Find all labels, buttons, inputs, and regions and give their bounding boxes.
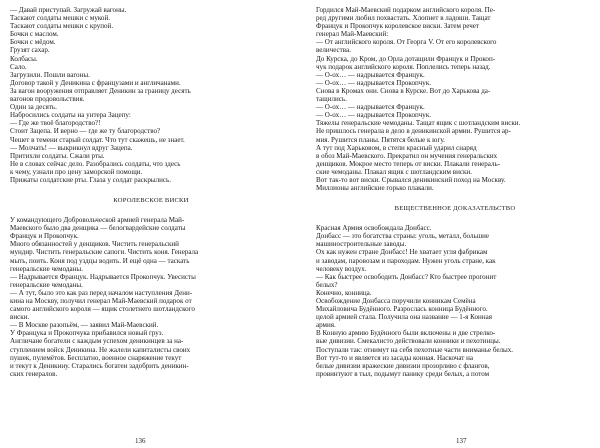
text-line: Красная Армия освобождала Донбасс. — [316, 224, 432, 233]
text-line: Таскают солдаты мешки с крупой. — [10, 22, 114, 31]
text-line: Таскают солдаты мешки с мукой. — [10, 14, 110, 23]
text-line: мия. Рушится планы. Пятятся белые к югу. — [316, 135, 445, 144]
text-line: Стоит Зацепа. И верно — где же ту благородство? — [10, 127, 161, 136]
text-line: машиностроительные заводы. — [316, 240, 407, 249]
text-line: в обоз Май-Маевского. Прекратил он мучения генеральских — [316, 151, 498, 160]
text-line: — Где же твоё благородство?! — [10, 119, 101, 128]
left-page-number: 136 — [135, 437, 146, 445]
right-page — [316, 6, 594, 442]
text-line: вые дивизии. Смекалисто действовали конники и пехотинцы. — [316, 337, 501, 346]
left-block-2 — [10, 216, 292, 378]
text-line: генеральские чемоданы. — [10, 264, 83, 273]
text-line: Притихли солдаты. Сжали рты. — [10, 151, 105, 160]
text-line: Францук и Прокопчук. — [10, 232, 79, 241]
text-line: ред другими любил похвастать. Хлопнет в ладоши. Тащат — [316, 14, 491, 23]
text-line: армия. — [316, 321, 336, 330]
text-line: Грузят сахар. — [10, 46, 50, 55]
text-line: белые дивизии вражеские дивизии прозорливо с флангов, — [316, 361, 490, 370]
text-line: Вот так-то вот виски. Срывался деникинский поход на Москву. — [316, 175, 506, 184]
text-line: Англичане богатели с каждым успехом деникинцев за на- — [10, 337, 184, 346]
text-line: Много обязанностей у денщиков. Чистить генеральский — [10, 240, 179, 249]
text-line: — О-ох… — надрывается Прокопчук. — [316, 111, 432, 120]
text-line: Договор такой у Деникина с французами и англичанами. — [10, 78, 181, 87]
text-line: Сало. — [10, 62, 27, 71]
text-line: Бочки с маслом. — [10, 30, 59, 39]
text-line: — А тут, было это как раз перед началом наступления Дени- — [10, 288, 193, 297]
text-line: — О-ох… — надрывается Францук. — [316, 70, 425, 79]
text-line: Чешет в темени старый солдат. Что тут скажешь, не знает. — [10, 135, 185, 144]
text-line: пушек, пулемётов. Бесплатно, военное снаряжение текут — [10, 353, 182, 362]
text-line: Набросились солдаты на унтера Зацепу: — [10, 111, 131, 120]
text-line: До Курска, до Кром, до Орла дотащили Францук и Прокоп- — [316, 54, 496, 63]
text-line: В Конную армию Будённого были включены и две стрелко- — [316, 329, 496, 338]
text-line: За вагон вооружения отправляет Деникин за границу десять — [10, 86, 191, 95]
text-line: и заводам, паровозам и пароходам. Нужен уголь стране, как — [316, 256, 496, 265]
text-line: генерал Май-Маевский: — [316, 30, 389, 39]
text-line: — Надрывается Францук. Надрывается Прокопчук. Увесисты — [10, 272, 196, 281]
left-page — [10, 6, 292, 442]
text-line: Конечно, конница. — [316, 288, 372, 297]
text-line: Тяжелы генеральские чемоданы. Тащат ящик с шотландским виски. — [316, 119, 521, 128]
text-line: Гордился Май-Маевский подарком английского короля. Пе- — [316, 6, 496, 14]
text-line: Францук и Прокопчук королевское виски. Затем речет — [316, 22, 479, 31]
text-line: ские чемоданы. Плакал ящик с шотландским виски. — [316, 167, 472, 176]
text-line: Михайловича Будённого. Разрослась конница Будённого. — [316, 305, 488, 314]
text-line: У командующего Добровольческой армией генерала Май- — [10, 216, 185, 225]
text-line: Бочки с мёдом. — [10, 38, 56, 47]
right-page-number: 137 — [456, 437, 467, 445]
left-block-1 — [10, 6, 292, 184]
text-line: чук подарок английского короля. Поплелись теперь назад. — [316, 62, 491, 71]
text-line: — В Москве разопьём, — заявил Май-Маевский. — [10, 321, 159, 330]
right-block-1 — [316, 6, 594, 192]
text-line: Поступали так: отнимут на себя пехотные части вниманье белых. — [316, 345, 513, 354]
text-line: к чему, узнали про цену заморской помощи. — [10, 167, 143, 176]
text-line: У Францука и Прокопчука прибавился новый груз. — [10, 329, 164, 338]
text-line: тащились. — [316, 95, 347, 104]
text-line: Прижаты солдатские рты. Глаза у солдат раскрылись. — [10, 175, 171, 184]
left-section-heading: КОРОЛЕВСКОЕ ВИСКИ — [113, 197, 189, 205]
text-line: Не в словах сейчас дело. Разобрались солдаты, что здесь — [10, 159, 181, 168]
text-line: — Молчать! — выкрикнул вдруг Зацепа. — [10, 143, 133, 152]
text-line: кина на Москву, получил генерал Май-Маевский подарок от — [10, 297, 192, 305]
text-line: мундир. Чистить генеральские сапоги. Чистить коня. Генерала — [10, 248, 199, 257]
text-line: вагонов продовольствия. — [10, 95, 85, 104]
text-line: Снова в Кромах они. Снова в Курске. Вот до Харькова да- — [316, 86, 491, 95]
text-line: Вот тут-то и является из засады конная. Наскочат на — [316, 353, 474, 362]
text-line: провинтуют в тыл, подымут панику среди белых, а потом — [316, 369, 490, 378]
text-line: — О-ох… — надрывается Францук. — [316, 103, 425, 112]
text-line: самого английского короля — ящик столетнего шотландского — [10, 305, 195, 314]
text-line: Ох как нужен стране Донбасс! Не хватает угля фабрикам — [316, 248, 488, 257]
text-line: — О-ох… — надрывается Прокопчук. — [316, 78, 432, 87]
text-line: и текут к Деникину. Старались богатеи задобрить деникин- — [10, 361, 189, 370]
text-line: — От английского короля. От Георга V. От его королевского — [316, 38, 497, 47]
text-line: виски. — [10, 313, 30, 322]
text-line: Миллионы английские горько плакали. — [316, 184, 434, 193]
text-line: Колбасы. — [10, 54, 38, 63]
text-line: Загрузили. Пошли вагоны. — [10, 70, 90, 79]
text-line: Освобождение Донбасса поручили конникам Семёна — [316, 297, 476, 305]
text-line: ских генералов. — [10, 369, 58, 378]
text-line: мыть, поить. Коня под уздцы водить. И ещё одна — таскать — [10, 256, 190, 265]
text-line: — Давай приступай. Загружай вагоны. — [10, 6, 127, 14]
text-line: денщиков. Мокрое место теперь от виски. Плакали генераль- — [316, 159, 501, 168]
text-line: величества. — [316, 46, 351, 55]
text-line: генеральские чемоданы. — [10, 280, 83, 289]
text-line: Донбасс — это богатства страны: уголь, металл, большие — [316, 232, 490, 241]
text-line: А тут под Харьковом, в степи красный ударил снаряд — [316, 143, 477, 152]
text-line: — Как быстрее освободить Донбасс? Кто быстрее прогонит — [316, 272, 497, 281]
text-line: целой армией стала. Получила она название — 1-я Конная — [316, 313, 492, 322]
right-section-heading: ВЕЩЕСТВЕННОЕ ДОКАЗАТЕЛЬСТВО — [394, 205, 516, 213]
text-line: Один за десять. — [10, 103, 57, 112]
text-line: белых? — [316, 280, 338, 289]
right-block-2 — [316, 224, 594, 378]
text-line: ступлением войск Деникина. Не жалели капиталисты своих — [10, 345, 191, 354]
text-line: человеку воздух. — [316, 264, 367, 273]
text-line: Маевского было два денщика — белогвардейские солдаты — [10, 224, 186, 233]
text-line: Не пришлось генерала в дело в деникинской армии. Рушится ар- — [316, 127, 511, 136]
